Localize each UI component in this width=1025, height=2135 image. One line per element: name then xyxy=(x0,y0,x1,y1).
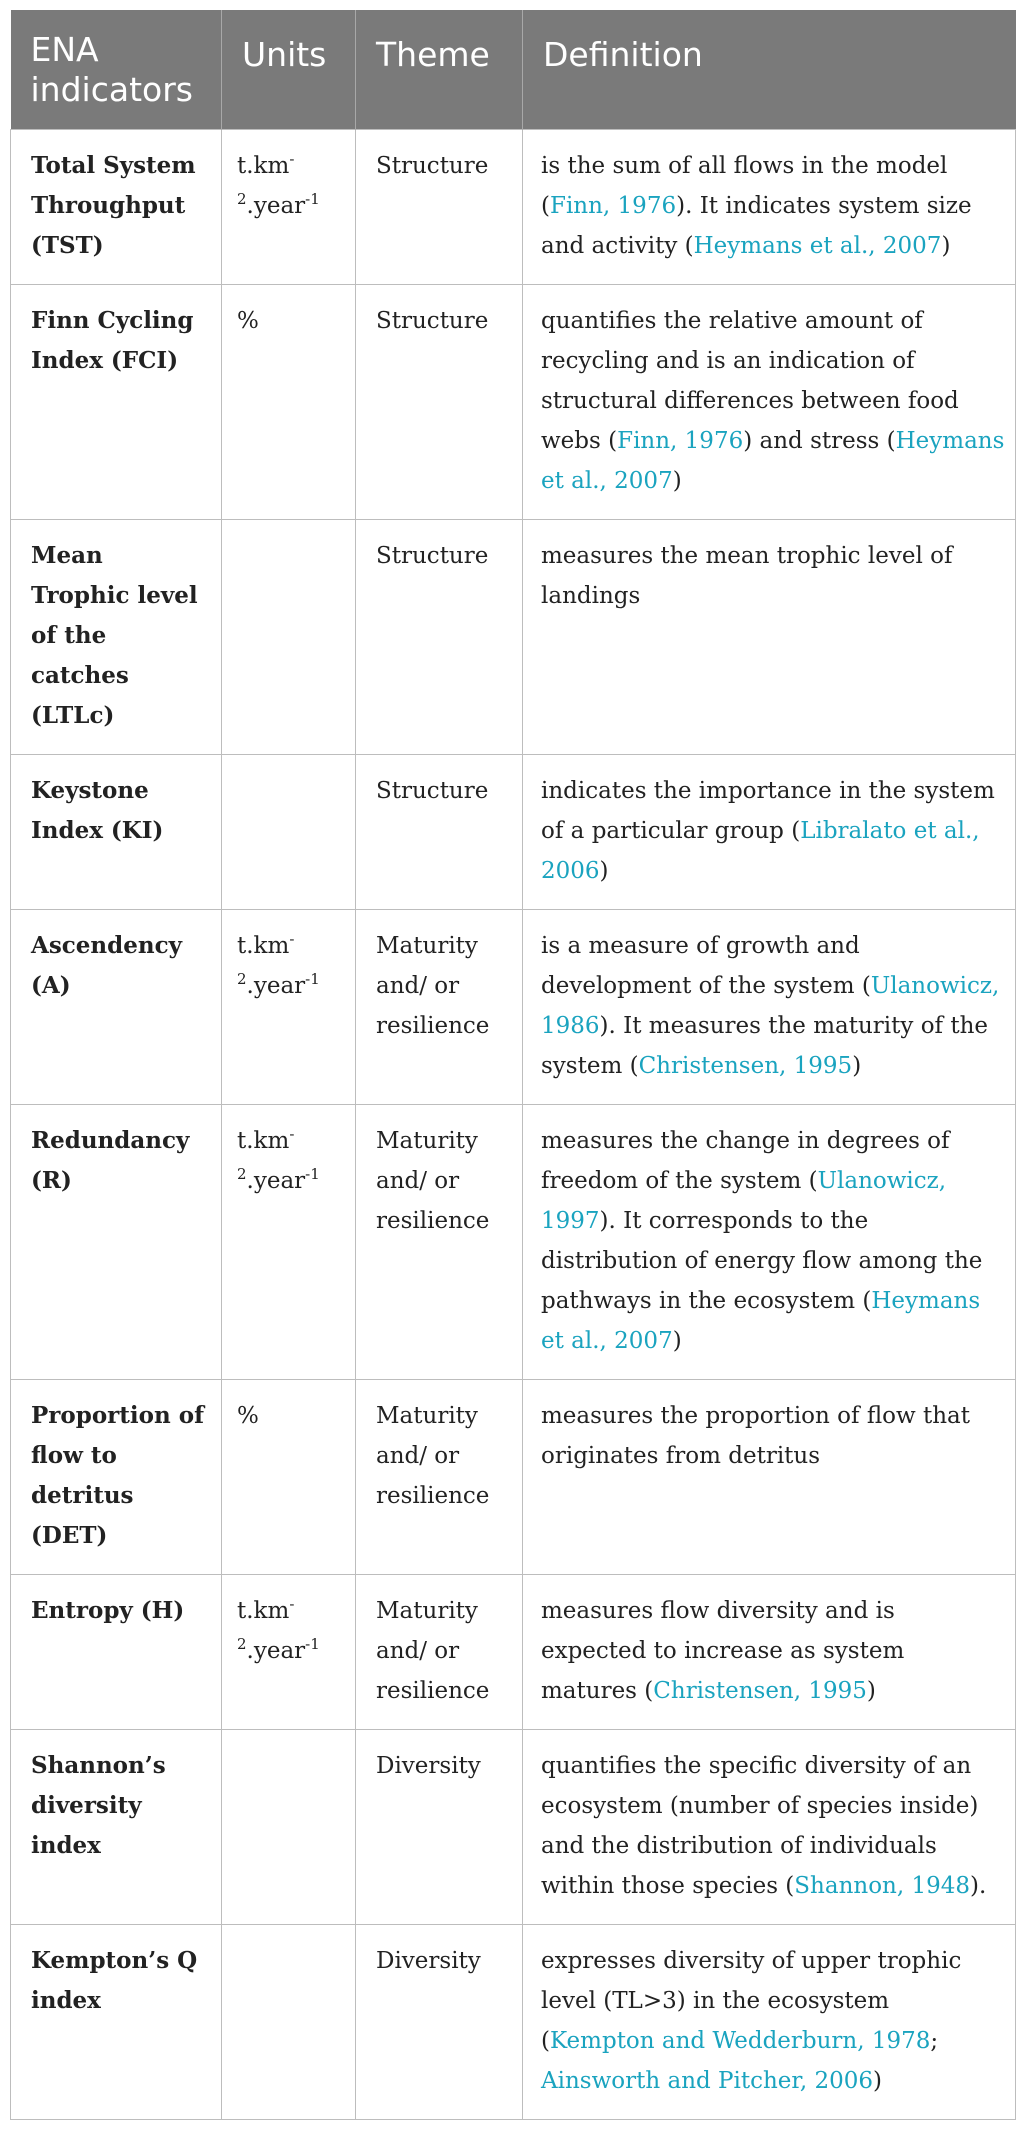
definition-cell xyxy=(523,910,1016,1105)
indicator-cell: Kempton’s Q index xyxy=(11,1925,222,2120)
units-superscript: -1 xyxy=(305,190,320,208)
units-superscript: 2 xyxy=(237,970,247,988)
definition-text: ). It indicates system size and activity ( xyxy=(541,193,972,259)
definition-text: indicates the importance in the system of a particular group ( xyxy=(541,778,995,844)
units-superscript: - xyxy=(289,150,295,168)
units-superscript: -1 xyxy=(305,1165,320,1183)
theme-cell: Structure xyxy=(356,755,523,910)
definition-text: ) xyxy=(599,858,609,884)
units-tail: .year xyxy=(246,193,306,219)
definition-text: measures the proportion of flow that originates from detritus xyxy=(541,1403,971,1469)
definition-text: ; xyxy=(930,2028,939,2054)
definition-text: ) xyxy=(941,233,951,259)
units-tail: .year xyxy=(246,1168,306,1194)
citation-link[interactable]: Finn, 1976 xyxy=(617,428,744,454)
table-row xyxy=(11,755,1016,910)
units-cell: % xyxy=(222,1380,356,1575)
units-cell xyxy=(222,520,356,755)
indicator-cell: Finn Cycling Index (FCI) xyxy=(11,285,222,520)
units-cell: % xyxy=(222,285,356,520)
definition-text: ) and stress ( xyxy=(743,428,896,454)
definition-text: ). xyxy=(970,1873,987,1899)
indicator-cell: Proportion of flow to detritus (DET) xyxy=(11,1380,222,1575)
theme-cell: Maturity and/ or resilience xyxy=(356,1380,523,1575)
definition-cell xyxy=(523,1380,1016,1575)
definition-text: ) xyxy=(873,2068,883,2094)
units-tail: .year xyxy=(246,973,306,999)
definition-text: ) xyxy=(866,1678,876,1704)
citation-link[interactable]: Ainsworth and Pitcher, 2006 xyxy=(541,2068,874,2094)
indicator-cell: Mean Trophic level of the catches (LTLc) xyxy=(11,520,222,755)
units-tail: .year xyxy=(246,1638,306,1664)
header-theme: Theme xyxy=(356,10,523,130)
definition-cell xyxy=(523,1730,1016,1925)
units-superscript: - xyxy=(289,1125,295,1143)
definition-cell xyxy=(523,520,1016,755)
citation-link[interactable]: Christensen, 1995 xyxy=(653,1678,867,1704)
table-row xyxy=(11,285,1016,520)
citation-link[interactable]: Heymans et al., 2007 xyxy=(693,233,942,259)
definition-text: expresses diversity of upper trophic level (TL>3) in the ecosystem ( xyxy=(541,1948,962,2054)
indicator-cell: Shannon’s diversity index xyxy=(11,1730,222,1925)
table-header xyxy=(11,10,1016,130)
units-base: t.km xyxy=(237,933,290,959)
theme-cell: Diversity xyxy=(356,1730,523,1925)
definition-text: measures the change in degrees of freedom of the system ( xyxy=(541,1128,950,1194)
units-cell xyxy=(222,910,356,1105)
theme-cell: Maturity and/ or resilience xyxy=(356,1575,523,1730)
definition-text: quantifies the specific diversity of an ecosystem (number of species inside) and the distribution of individuals within those species ( xyxy=(541,1753,979,1899)
header-units: Units xyxy=(222,10,356,130)
indicator-cell: Redundancy (R) xyxy=(11,1105,222,1380)
table-row xyxy=(11,1730,1016,1925)
indicator-cell: Ascendency (A) xyxy=(11,910,222,1105)
citation-link[interactable]: Kempton and Wedderburn, 1978 xyxy=(549,2028,931,2054)
citation-link[interactable]: Ulanowicz, 1997 xyxy=(541,1168,947,1234)
units-superscript: 2 xyxy=(237,190,247,208)
theme-cell: Structure xyxy=(356,285,523,520)
citation-link[interactable]: Libralato et al., 2006 xyxy=(541,818,980,884)
ena-indicators-table xyxy=(10,10,1016,2120)
citation-link[interactable]: Ulanowicz, 1986 xyxy=(541,973,1000,1039)
definition-cell xyxy=(523,1575,1016,1730)
table-body xyxy=(11,130,1016,2120)
units-cell xyxy=(222,1730,356,1925)
citation-link[interactable]: Shannon, 1948 xyxy=(794,1873,971,1899)
citation-link[interactable]: Christensen, 1995 xyxy=(638,1053,853,1079)
units-superscript: - xyxy=(289,930,295,948)
table-row xyxy=(11,1575,1016,1730)
header-indicators: ENA indicators xyxy=(11,10,222,130)
units-superscript: -1 xyxy=(305,1635,320,1653)
definition-cell xyxy=(523,1105,1016,1380)
indicator-cell: Entropy (H) xyxy=(11,1575,222,1730)
definition-text: measures the mean trophic level of landings xyxy=(541,543,953,609)
units-superscript: - xyxy=(289,1595,295,1613)
theme-cell: Structure xyxy=(356,130,523,285)
theme-cell: Diversity xyxy=(356,1925,523,2120)
theme-cell: Maturity and/ or resilience xyxy=(356,1105,523,1380)
definition-cell xyxy=(523,285,1016,520)
units-base: t.km xyxy=(237,1598,290,1624)
units-cell xyxy=(222,1105,356,1380)
table-row xyxy=(11,1105,1016,1380)
table-row xyxy=(11,520,1016,755)
units-cell xyxy=(222,1575,356,1730)
definition-text: is a measure of growth and development of the system ( xyxy=(541,933,871,999)
citation-link[interactable]: Heymans et al., 2007 xyxy=(541,1288,981,1354)
units-base: t.km xyxy=(237,1128,290,1154)
units-cell xyxy=(222,1925,356,2120)
definition-text: measures flow diversity and is expected to increase as system matures ( xyxy=(541,1598,905,1704)
table-row xyxy=(11,910,1016,1105)
definition-text: ). It corresponds to the distribution of energy flow among the pathways in the ecosystem ( xyxy=(541,1208,983,1314)
theme-cell: Maturity and/ or resilience xyxy=(356,910,523,1105)
units-cell xyxy=(222,755,356,910)
definition-text: ) xyxy=(852,1053,862,1079)
definition-text: ). It measures the maturity of the system ( xyxy=(541,1013,989,1079)
definition-text: is the sum of all flows in the model ( xyxy=(541,153,948,219)
units-superscript: 2 xyxy=(237,1635,247,1653)
header-row xyxy=(11,10,1016,130)
definition-cell xyxy=(523,130,1016,285)
indicator-cell: Total System Throughput (TST) xyxy=(11,130,222,285)
units-superscript: -1 xyxy=(305,970,320,988)
units-base: t.km xyxy=(237,153,290,179)
table-row xyxy=(11,130,1016,285)
definition-cell xyxy=(523,1925,1016,2120)
units-cell xyxy=(222,130,356,285)
indicator-cell: Keystone Index (KI) xyxy=(11,755,222,910)
definition-text: quantifies the relative amount of recycling and is an indication of structural differences between food webs ( xyxy=(541,308,959,454)
theme-cell: Structure xyxy=(356,520,523,755)
definition-text: ) xyxy=(672,468,682,494)
citation-link[interactable]: Heymans et al., 2007 xyxy=(541,428,1005,494)
header-definition: Definition xyxy=(523,10,1016,130)
citation-link[interactable]: Finn, 1976 xyxy=(549,193,677,219)
table-row xyxy=(11,1380,1016,1575)
definition-text: ) xyxy=(672,1328,682,1354)
units-superscript: 2 xyxy=(237,1165,247,1183)
definition-cell xyxy=(523,755,1016,910)
table-row xyxy=(11,1925,1016,2120)
